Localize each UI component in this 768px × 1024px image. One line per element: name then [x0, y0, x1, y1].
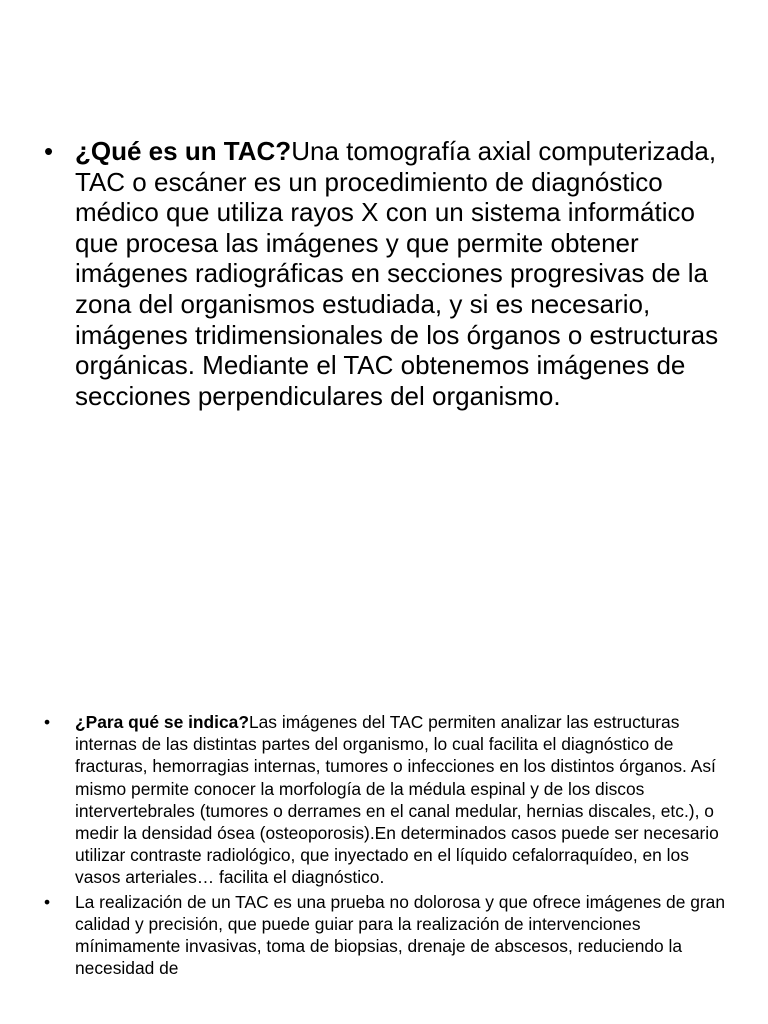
bullet-text: [75, 711, 734, 889]
slide-2: [0, 512, 768, 1024]
bullet-item-what-is-tac: [44, 136, 724, 411]
answer-text: Las imágenes del TAC permiten analizar las estructuras internas de las distintas partes del organismo, lo cual facilita el diagnóstico de fracturas, hemorragias internas, tumores o infecciones en los distintos órganos. Así mismo permite conocer la morfología de la médula espinal y de los discos intervertebrales (tumores o derrames en el canal medular, hernias discales, etc.), o medir la densidad ósea (osteoporosis).En determinados casos puede ser necesario utilizar contraste radiológico, que inyectado en el líquido cefalorraquídeo, en los vasos arteriales… facilita el diagnóstico.: [75, 712, 719, 888]
bullet-icon: •: [44, 136, 54, 166]
bullet-item-procedure: [44, 891, 734, 980]
question-heading: ¿Para qué se indica?: [75, 712, 249, 732]
bullet-icon: •: [44, 712, 51, 732]
answer-text: La realización de un TAC es una prueba no dolorosa y que ofrece imágenes de gran calidad y precisión, que puede guiar para la realización de intervenciones mínimamente invasivas, toma de biopsias, drenaje de abscesos, reduciendo la necesidad de: [75, 891, 725, 979]
bullet-text: [75, 136, 724, 411]
question-heading: ¿Qué es un TAC?: [75, 136, 292, 166]
bullet-list: [44, 711, 734, 981]
answer-text: Una tomografía axial computerizada, TAC o escáner es un procedimiento de diagnóstico médico que utiliza rayos X con un sistema informático que procesa las imágenes y que permite obtener imágenes radiográficas en secciones progresivas de la zona del organismos estudiada, y si es necesario, imágenes tridimensionales de los órganos o estructuras orgánicas. Mediante el TAC obtenemos imágenes de secciones perpendiculares del organismo.: [75, 136, 719, 411]
bullet-icon: •: [44, 891, 51, 912]
bullet-item-indication: [44, 711, 734, 889]
bullet-text: [75, 891, 734, 980]
